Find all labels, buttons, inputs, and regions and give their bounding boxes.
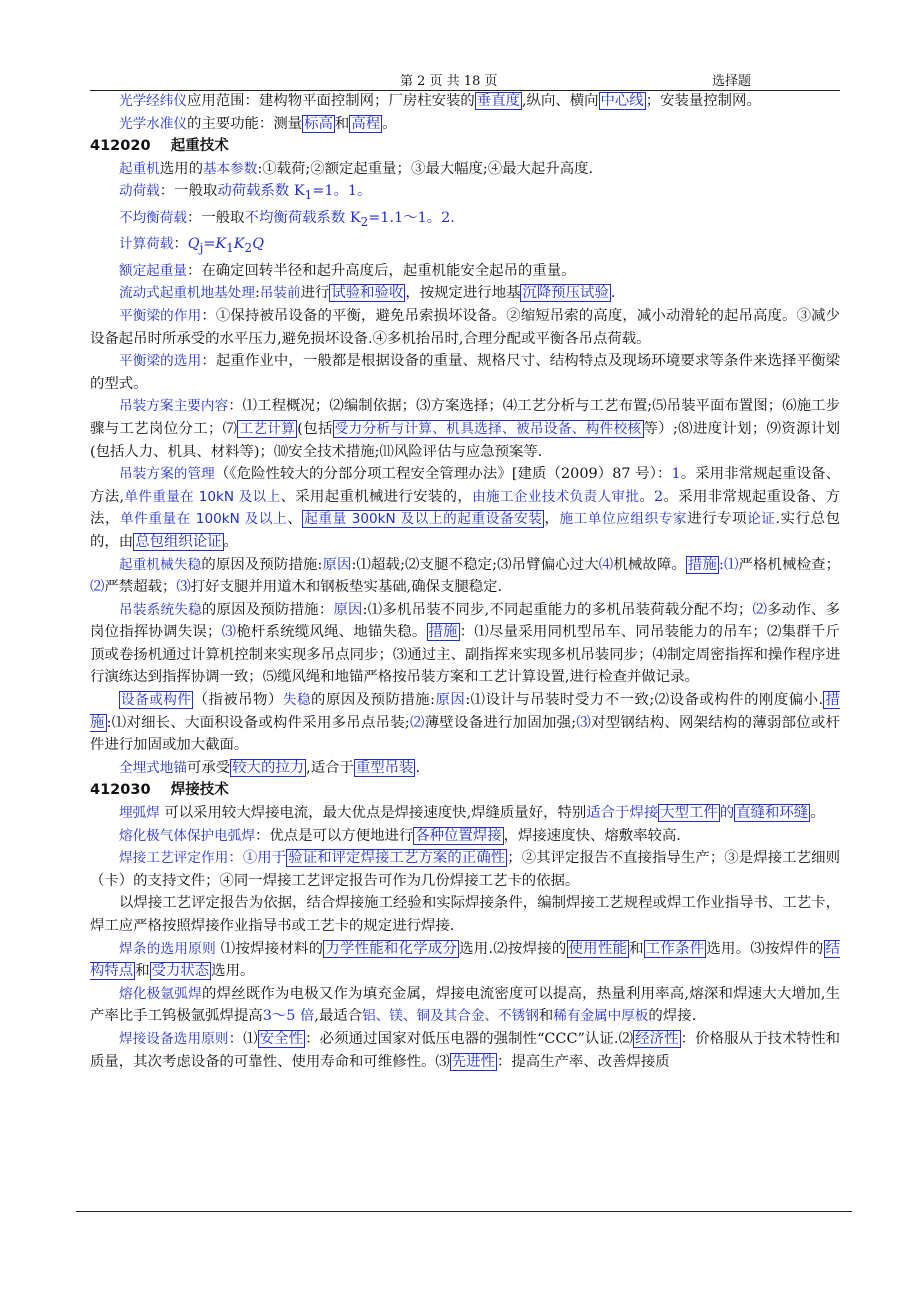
footer-rule: [76, 1211, 852, 1212]
paragraph-level: 光学水准仪的主要功能：测量 标高 和 高程 。: [119, 115, 397, 132]
paragraph-foundation: 流动式起重机地基处理:吊装前进行 试验和验收 ，按规定进行地基 沉降预压试验 .: [119, 285, 616, 302]
section-heading-welding: 412030 焊接技术: [90, 782, 229, 799]
paragraph-rated-load: 额定起重量：在确定回转半径和起升高度后，起重机能安全起吊的重量。: [119, 262, 576, 279]
paragraph-equipment: 焊接设备选用原则：⑴ 安全性 ：必须通过国家对低压电器的强制性“CCC”认证.⑵ 经济性 ：价格服从于技术特性和质量，其次考虑设备的可靠性、使用寿命和可维修性。⑶ 先进性 ：提高生产率、改善焊接质: [90, 1030, 840, 1070]
paragraph-system-instability: 吊装系统失稳的原因及预防措施：原因:⑴多机吊装不同步,不同起重能力的多机吊装荷载分配不均；⑵多动作、多岗位指挥协调失误；⑶桅杆系统缆风绳、地锚失稳。 措施 ：⑴尽量采用同机型吊车、同吊装能力的吊车；⑵集群千斤顶或卷扬机通过计算机控制来实现多吊点同步；⑶通过主、副指挥来实现多机吊装同步；⑷制定周密指挥和操作程序进行演练达到指挥协调一致；⑸缆风绳和地锚严格按吊装方案和工艺计算设置,进行检查并做记录。: [90, 601, 840, 686]
paragraph-plan-management: 吊装方案的管理（《危险性较大的分部分项工程安全管理办法》[建质（2009）87 号）：1。采用非常规起重设备、方法,单件重量在 10kN 及以上、采用起重机械进行安装的，由施工企业技术负责人审批。2。采用非常规起重设备、方法，单件重量在 100kN 及以上、 起重量 300kN 及以上的起重设备安装 ，施工单位应组织专家进行专项论证.实行总包的，由 总包组织论证 。: [90, 466, 840, 550]
paragraph-calc-load: 计算荷载：$Q_j=K_1K_2Q$: [119, 236, 264, 256]
paragraph-anchor: 全埋式地锚可承受 较大的拉力 ,适合于 重型吊装 .: [119, 759, 421, 776]
page-number: 第 2 页 共 18 页: [400, 74, 498, 89]
paragraph-theodolite: 光学经纬仪应用范围：建构物平面控制网；厂房柱安装的 垂直度 ,纵向、横向 中心线 ；安装量控制网。: [119, 93, 761, 109]
section-heading-lifting: 412020 起重技术: [90, 138, 229, 155]
paragraph-procedure: 以焊接工艺评定报告为依据，结合焊接施工经验和实际焊接条件，编制焊接工艺规程或焊工作业指导书、工艺卡，焊工应严格按照焊接作业指导书或工艺卡的规定进行焊接.: [90, 895, 840, 934]
paragraph-wps: 焊接工艺评定作用：①用于 验证和评定焊接工艺方案的正确性 ；②其评定报告不直接指导生产；③是焊接工艺细则（卡）的支持文件；④同一焊接工艺评定报告可作为几份焊接工艺卡的依据。: [90, 850, 840, 889]
paragraph-component-instability: 设备或构件 （指被吊物）失稳的原因及预防措施:原因:⑴设计与吊装时受力不一致;⑵设备或构件的刚度偏小. 措施 :⑴对细长、大面积设备或构件采用多吊点吊装;⑵薄壁设备进行加固加强;⑶对型钢结构、网架结构的薄弱部位或杆件进行加固或加大截面。: [90, 692, 841, 754]
paragraph-crane-instability: 起重机械失稳的原因及预防措施:原因:⑴超载;⑵支腿不稳定;⑶吊臂偏心过大⑷机械故障。 措施 :⑴严格机械检查；⑵严禁超载；⑶打好支腿并用道木和钢板垫实基础,确保支腿稳定.: [90, 556, 840, 596]
paragraph-beam-selection: 平衡梁的选用：起重作业中，一般都是根据设备的重量、规格尺寸、结构特点及现场环境要求等条件来选择平衡梁的型式。: [90, 353, 840, 392]
paragraph-lifting-plan: 吊装方案主要内容：⑴工程概况；⑵编制依据；⑶方案选择；⑷工艺分析与工艺布置;⑸吊装平面布置图；⑹施工步骤与工艺岗位分工；⑺ 工艺计算 (包括 受力分析与计算、机具选择、被吊设备、构件校核 等）;⑻进度计划；⑼资源计划(包括人力、机具、材料等)；⑽安全技术措施;⑾风险评估与应急预案等.: [90, 398, 841, 460]
paragraph-gmaw: 熔化极气体保护电弧焊：优点是可以方便地进行 各种位置焊接 ，焊接速度快、熔敷率较高.: [119, 827, 681, 844]
document-body: [90, 90, 840, 1073]
paragraph-dynamic-load: 动荷载：一般取动荷载系数 $K_1=1$。1。: [119, 183, 372, 203]
page-header: [90, 68, 840, 91]
paragraph-unbalanced-load: 不均衡荷载：一般取不均衡荷载系数 $K_2=1.1\sim 1$。2.: [119, 209, 455, 229]
paragraph-mig: 熔化极氩弧焊的焊丝既作为电极又作为填充金属，焊接电流密度可以提高，热量利用率高,熔深和焊速大大增加,生产率比手工钨极氩弧焊提高3～5 倍,最适合铝、镁、铜及其合金、不锈钢和稀有金属中厚板的焊接.: [90, 985, 841, 1025]
paragraph-electrode: 焊条的选用原则 ⑴按焊接材料的 力学性能和化学成分 选用.⑵按焊接的 使用性能 和 工作条件 选用。⑶按焊件的 结构特点 和 受力状态 选用。: [90, 940, 840, 980]
paragraph-crane-params: 起重机选用的基本参数:①载荷;②额定起重量；③最大幅度;④最大起升高度.: [119, 160, 594, 177]
paragraph-beam-function: 平衡梁的作用：①保持被吊设备的平衡，避免吊索损坏设备。②缩短吊索的高度，减小动滑轮的起吊高度。③减少设备起吊时所承受的水平压力,避免损坏设备.④多机抬吊时,合理分配或平衡各吊点荷载。: [90, 307, 840, 347]
paragraph-saw: 埋弧焊 可以采用较大焊接电流，最大优点是焊接速度快,焊缝质量好，特别适合于焊接 大型工件 的 直缝和环缝 。: [119, 805, 825, 822]
section-title: 选择题: [712, 74, 752, 89]
